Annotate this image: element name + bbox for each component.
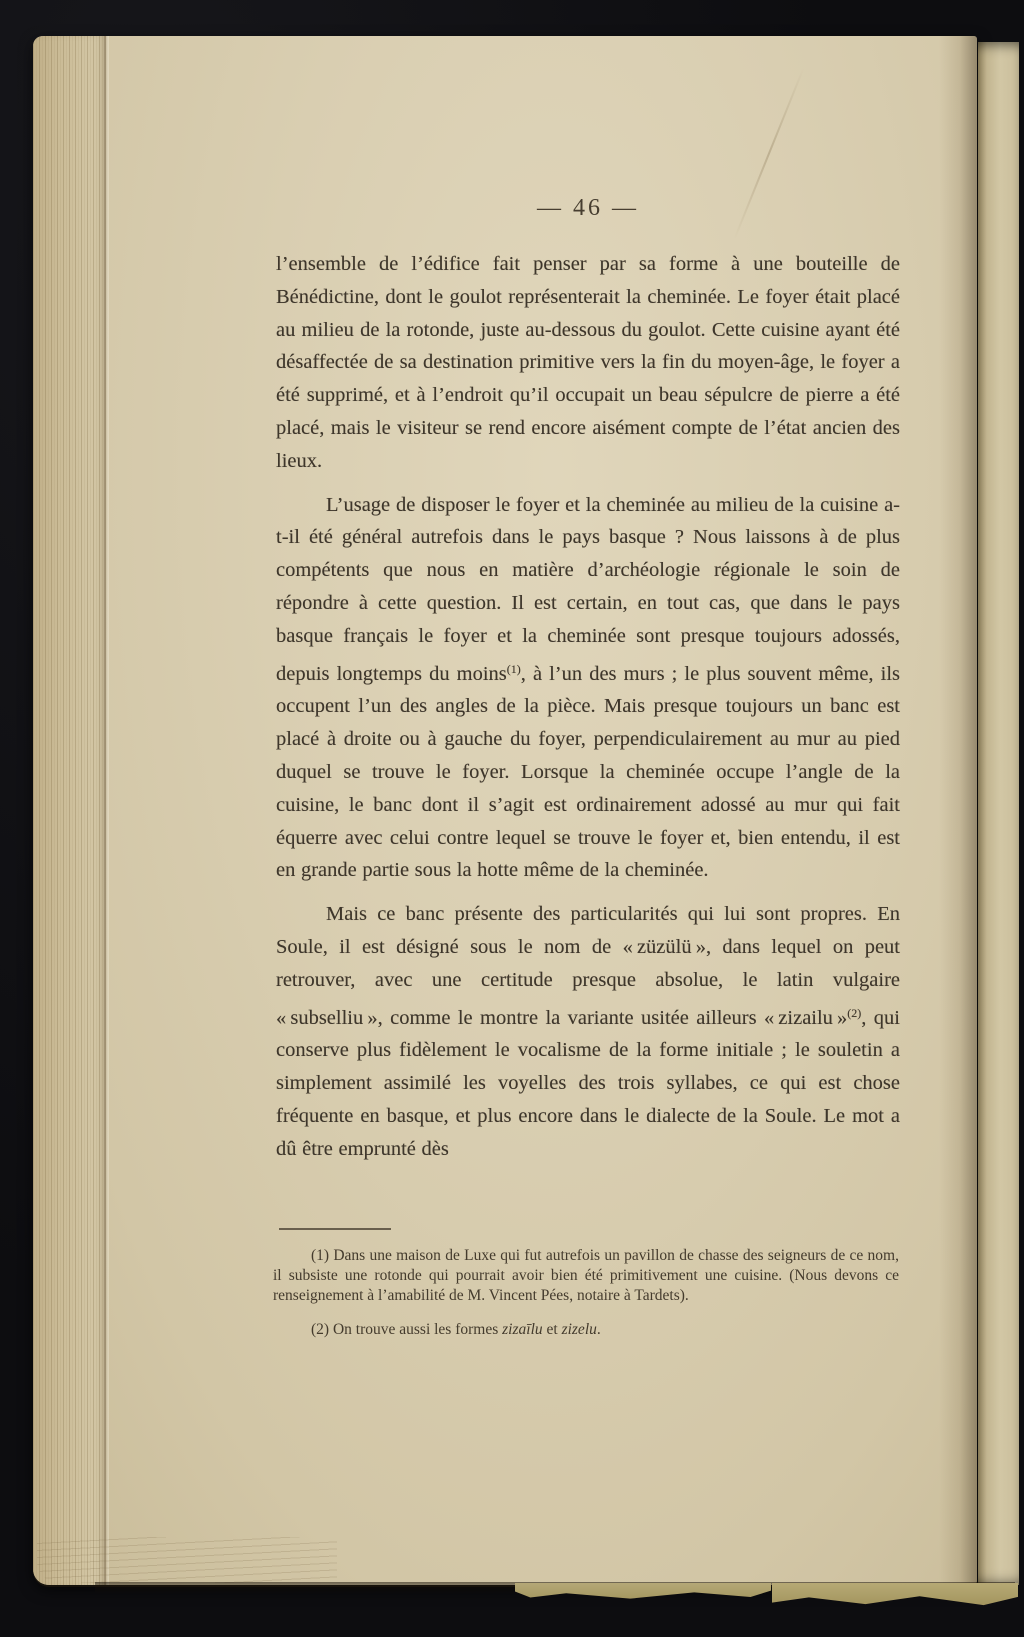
footnote-2-text-et: et bbox=[542, 1321, 562, 1339]
footnote-ref-2: (2) bbox=[847, 1005, 862, 1020]
paragraph-3-text: Mais ce banc présente des particularités qui lui sont propres. En Soule, il est désigné sous le nom de « züzülü », dans lequel on peut retrouver, avec une certitude presque absolue, le latin vulgaire « subselliu », comme le montre la variante usitée ailleurs « zizailu » bbox=[276, 903, 900, 1029]
footnote-1-marker: (1) bbox=[311, 1247, 330, 1264]
footnote-ref-1: (1) bbox=[506, 661, 521, 676]
footnote-2 bbox=[273, 1320, 899, 1340]
footnote-2-marker: (2) bbox=[311, 1321, 330, 1339]
paragraph-1-text: l’ensemble de l’édifice fait penser par sa forme à une bouteille de Bénédictine, dont le goulot représenterait la cheminée. Le foyer était placé au milieu de la rotonde, juste au-dessous du goulot. Cette cuisine ayant été désaffectée de sa destination primitive vers la fin du moyen-âge, le foyer a été supprimé, et à l’endroit qu’il occupait un beau sépulcre de pierre a été placé, mais le visiteur se rend encore aisément compte de l’état ancien des lieux. bbox=[276, 253, 900, 472]
top-sheet-fold-line bbox=[104, 36, 109, 1585]
binding-gutter-shade bbox=[939, 36, 977, 1585]
paragraph-3-text-cont: , qui conserve plus fidèlement le vocalisme de la forme initiale ; le souletin a simplement assimilé les voyelles des trois syllabes, ce qui est chose fréquente en basque, et plus encore dans le dialecte de la Soule. Le mot a dû être emprunté dès bbox=[276, 1006, 900, 1160]
footnotes-block bbox=[273, 1228, 899, 1340]
bottom-corner-sheet-edges bbox=[37, 1537, 337, 1583]
footnote-2-italic-word-2: zizelu bbox=[561, 1321, 597, 1339]
footnote-1 bbox=[273, 1246, 899, 1305]
paragraph-1 bbox=[276, 248, 900, 478]
footnote-1-text: Dans une maison de Luxe qui fut autrefois un pavillon de chasse des seigneurs de ce nom, il subsiste une rotonde qui pourrait avoir bien été primitivement une cuisine. (Nous devons ce renseignement à l’amabilité de M. Vincent Pées, notaire à Tardets). bbox=[273, 1247, 899, 1304]
footnote-2-text: On trouve aussi les formes bbox=[332, 1321, 503, 1339]
footnote-2-period: . bbox=[596, 1321, 601, 1339]
book-page bbox=[33, 36, 977, 1585]
paragraph-2 bbox=[276, 489, 900, 888]
text-column bbox=[276, 194, 900, 1166]
footnote-separator-rule bbox=[279, 1228, 391, 1230]
page-number: — 46 — bbox=[537, 195, 639, 221]
adjacent-page-edge bbox=[978, 42, 1019, 1585]
paragraph-3 bbox=[276, 898, 900, 1165]
paragraph-2-text: L’usage de disposer le foyer et la cheminée au milieu de la cuisine a-t-il été général autrefois dans le pays basque ? Nous laissons à de plus compétents que nous en matière d’archéologie régionale le soin de répondre à cette question. Il est certain, en tout cas, que dans le pays basque français le foyer et la cheminée sont presque toujours adossés, depuis longtemps du moins bbox=[276, 493, 900, 685]
fore-edge-page-stack bbox=[33, 36, 106, 1585]
torn-paper-fragment-left bbox=[515, 1583, 771, 1600]
torn-paper-fragment-right bbox=[772, 1583, 1018, 1607]
footnote-2-italic-word-1: zizaīlu bbox=[502, 1321, 543, 1339]
paragraph-2-text-cont: , à l’un des murs ; le plus souvent même, ils occupent l’un des angles de la pièce. Mais presque toujours un banc est placé à droite ou à gauche du foyer, perpendiculairement au mur au pied duquel se trouve le foyer. Lorsque la cheminée occupe l’angle de la cuisine, le banc dont il s’agit est ordinairement adossé au mur qui fait équerre avec celui contre lequel se trouve le foyer et, bien entendu, il est en grande partie sous la hotte même de la cheminée. bbox=[276, 662, 900, 882]
